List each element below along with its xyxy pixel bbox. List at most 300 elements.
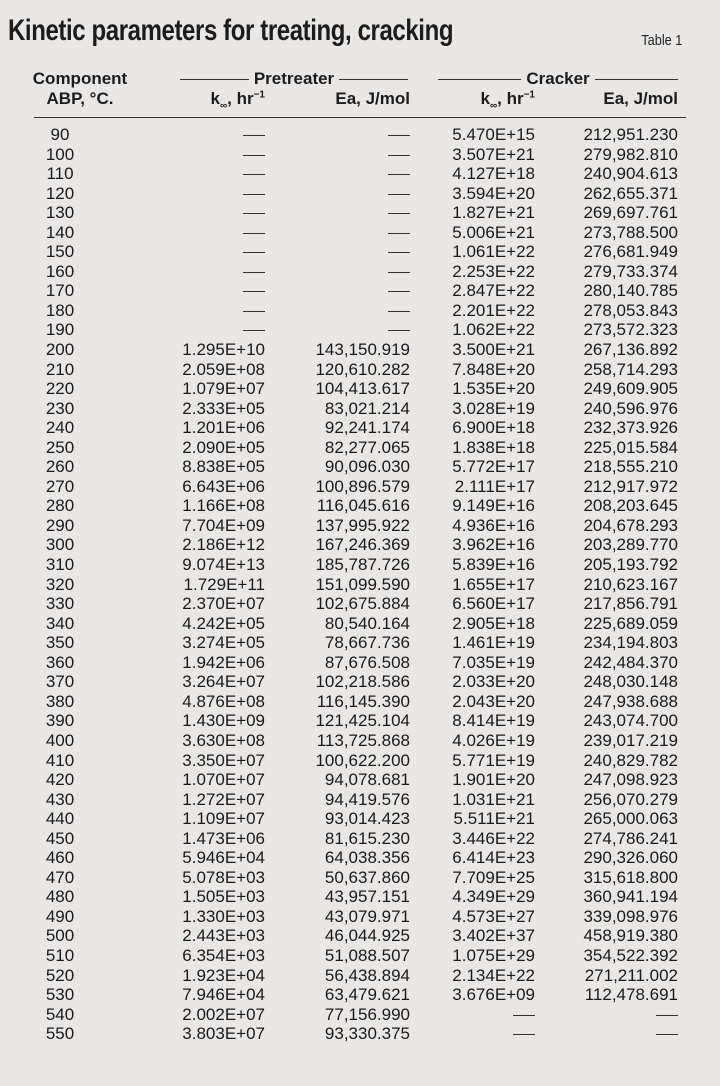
empty-dash: [243, 330, 265, 331]
abp-cell: 190: [45, 320, 75, 340]
abp-cell: 520: [45, 965, 75, 985]
cracker-ea-cell: 280,140.785: [583, 281, 678, 301]
abp-cell: 550: [45, 1024, 75, 1044]
cracker-k-cell: 1.655E+17: [452, 574, 535, 594]
cracker-ea-cell: 210,623.167: [583, 574, 678, 594]
pretreater-k-cell: [140, 281, 265, 301]
table-row: [0, 301, 720, 321]
empty-dash: [388, 311, 410, 312]
pretreater-k-cell: 9.074E+13: [182, 555, 265, 575]
table-row: [0, 477, 720, 497]
pretreater-ea-cell: 43,957.151: [324, 887, 410, 907]
table-row: [0, 770, 720, 790]
cracker-k-cell: 3.402E+37: [452, 926, 535, 946]
k-unit: , hr: [497, 89, 524, 108]
pretreater-ea-cell: [270, 281, 410, 301]
table-row: [0, 360, 720, 380]
cracker-ea-cell: 249,609.905: [583, 379, 678, 399]
cracker-k-cell: 3.594E+20: [452, 183, 535, 203]
cracker-ea-cell: 265,000.063: [583, 809, 678, 829]
pretreater-ea-cell: 116,145.390: [316, 691, 410, 711]
cracker-k-cell: 1.838E+18: [452, 437, 535, 457]
pretreater-k-cell: [140, 125, 265, 145]
abp-cell: 130: [45, 203, 75, 223]
abp-cell: 120: [45, 183, 75, 203]
empty-dash: [388, 291, 410, 292]
table-row: [0, 516, 720, 536]
cracker-k-cell: 2.111E+17: [454, 476, 535, 496]
cracker-ea-cell: 239,017.219: [583, 730, 678, 750]
pretreater-k-cell: 1.201E+06: [182, 418, 265, 438]
table-row: [0, 496, 720, 516]
table-row: [0, 985, 720, 1005]
table-row: [0, 203, 720, 223]
cracker-rule-left: [438, 79, 521, 80]
pretreater-group-header: [180, 69, 408, 89]
pretreater-k-cell: 2.059E+08: [182, 359, 265, 379]
cracker-k-cell: 1.061E+22: [452, 242, 535, 262]
cracker-ea-cell: [545, 1005, 678, 1025]
cracker-ea-cell: 218,555.210: [583, 457, 678, 477]
cracker-ea-cell: 232,373.926: [583, 418, 678, 438]
cracker-ea-cell: 279,982.810: [583, 144, 678, 164]
pretreater-k-cell: 1.070E+07: [182, 770, 265, 790]
cracker-k-cell: 1.075E+29: [452, 945, 535, 965]
pretreater-k-cell: 2.443E+03: [182, 926, 265, 946]
table-row: [0, 320, 720, 340]
abp-cell: 440: [45, 809, 75, 829]
pretreater-k-cell: [140, 203, 265, 223]
cracker-k-cell: 4.936E+16: [452, 515, 535, 535]
cracker-k-cell: [415, 1005, 535, 1025]
component-header-bottom: ABP, °C.: [46, 89, 114, 108]
cracker-ea-cell: 258,714.293: [583, 359, 678, 379]
cracker-ea-cell: 354,522.392: [583, 945, 678, 965]
pretreater-ea-cell: 80,540.164: [324, 613, 410, 633]
pretreater-k-cell: 2.002E+07: [182, 1004, 265, 1024]
pretreater-k-cell: 2.186E+12: [182, 535, 265, 555]
table-row: [0, 379, 720, 399]
pretreater-ea-cell: 81,615.230: [324, 828, 410, 848]
pretreater-k-cell: 1.505E+03: [182, 887, 265, 907]
cracker-k-cell: 2.847E+22: [452, 281, 535, 301]
cracker-ea-cell: 212,917.972: [583, 476, 678, 496]
pretreater-k-cell: 1.079E+07: [182, 379, 265, 399]
abp-cell: 240: [45, 418, 75, 438]
pretreater-k-cell: [140, 223, 265, 243]
cracker-ea-cell: 271,211.002: [584, 965, 678, 985]
cracker-k-cell: 2.033E+20: [452, 672, 535, 692]
pretreater-k-cell: [140, 184, 265, 204]
pretreater-k-cell: 7.704E+09: [182, 515, 265, 535]
cracker-k-cell: 4.349E+29: [452, 887, 535, 907]
table-body: [0, 125, 720, 1044]
empty-dash: [388, 155, 410, 156]
cracker-ea-cell: 242,484.370: [583, 652, 678, 672]
pretreater-ea-cell: [270, 262, 410, 282]
abp-cell: 200: [45, 340, 75, 360]
empty-dash: [243, 272, 265, 273]
k-unit: , hr: [227, 89, 254, 108]
abp-cell: 90: [50, 125, 70, 144]
pretreater-ea-cell: 94,419.576: [324, 789, 410, 809]
pretreater-ea-cell: 63,479.621: [324, 985, 410, 1005]
cracker-k-cell: 1.901E+20: [452, 770, 535, 790]
cracker-k-cell: 3.507E+21: [452, 144, 535, 164]
abp-cell: 140: [45, 222, 75, 242]
pretreater-k-cell: 1.166E+08: [182, 496, 265, 516]
cracker-k-cell: 8.414E+19: [452, 711, 535, 731]
cracker-ea-cell: 458,919.380: [583, 926, 678, 946]
abp-cell: 210: [45, 359, 75, 379]
empty-dash: [513, 1015, 535, 1016]
pretreater-ea-cell: [270, 203, 410, 223]
cracker-k-cell: 5.772E+17: [452, 457, 535, 477]
pretreater-ea-cell: 78,667.736: [324, 633, 410, 653]
pretreater-ea-cell: 93,330.375: [324, 1024, 410, 1044]
cracker-ea-cell: 247,098.923: [583, 770, 678, 790]
empty-dash: [243, 213, 265, 214]
pretreater-ea-cell: 151,099.590: [315, 574, 410, 594]
pretreater-ea-cell: 83,021.214: [324, 398, 410, 418]
cracker-k-cell: 7.035E+19: [452, 652, 535, 672]
pretreater-ea-cell: 50,637.860: [324, 867, 410, 887]
empty-dash: [388, 174, 410, 175]
abp-cell: 420: [45, 770, 75, 790]
pretreater-k-cell: [140, 320, 265, 340]
pretreater-ea-cell: 93,014.423: [324, 809, 410, 829]
cracker-k-cell: 5.839E+16: [452, 555, 535, 575]
cracker-k-cell: 7.709E+25: [452, 867, 535, 887]
abp-cell: 270: [45, 476, 75, 496]
cracker-group-header: [438, 69, 678, 89]
abp-cell: 450: [45, 828, 75, 848]
pretreater-ea-cell: 121,425.104: [315, 711, 410, 731]
cracker-ea-cell: 256,070.279: [583, 789, 678, 809]
empty-dash: [388, 233, 410, 234]
empty-dash: [243, 135, 265, 136]
pretreater-ea-cell: 46,044.925: [324, 926, 410, 946]
pretreater-ea-cell: 64,038.356: [324, 848, 410, 868]
cracker-k-cell: 4.026E+19: [452, 730, 535, 750]
pretreater-ea-cell: 51,088.507: [324, 945, 410, 965]
cracker-k-cell: 2.201E+22: [452, 300, 535, 320]
cracker-ea-cell: 205,193.792: [583, 555, 678, 575]
table-row: [0, 829, 720, 849]
pretreater-k-cell: [140, 301, 265, 321]
pretreater-ea-cell: 90,096.030: [324, 457, 410, 477]
cracker-ea-cell: 240,829.782: [583, 750, 678, 770]
cracker-ea-cell: 243,074.700: [583, 711, 678, 731]
abp-cell: 330: [45, 594, 75, 614]
cracker-k-cell: 2.134E+22: [452, 965, 535, 985]
pretreater-ea-cell: 167,246.369: [315, 535, 410, 555]
cracker-ea-cell: 248,030.148: [583, 672, 678, 692]
pretreater-k-cell: 2.333E+05: [182, 398, 265, 418]
abp-cell: 470: [45, 867, 75, 887]
pretreater-k-cell: 1.729E+11: [183, 574, 265, 594]
abp-cell: 160: [45, 261, 75, 281]
cracker-k-cell: 3.962E+16: [452, 535, 535, 555]
k-superscript: −1: [523, 89, 535, 101]
table-row: [0, 438, 720, 458]
table-row: [0, 731, 720, 751]
empty-dash: [388, 213, 410, 214]
pretreater-ea-cell: 120,610.282: [315, 359, 410, 379]
empty-dash: [388, 330, 410, 331]
cracker-ea-cell: 112,478.691: [584, 985, 678, 1005]
abp-cell: 430: [45, 789, 75, 809]
empty-dash: [243, 311, 265, 312]
pretreater-label: Pretreater: [253, 69, 335, 88]
cracker-k-cell: 3.446E+22: [452, 828, 535, 848]
table-row: [0, 966, 720, 986]
pretreater-ea-cell: [270, 184, 410, 204]
pretreater-ea-cell: 43,079.971: [324, 906, 410, 926]
cracker-ea-cell: 204,678.293: [583, 515, 678, 535]
cracker-ea-cell: 240,596.976: [583, 398, 678, 418]
pretreater-k-cell: 3.264E+07: [182, 672, 265, 692]
pretreater-k-cell: 1.430E+09: [182, 711, 265, 731]
cracker-ea-cell: 315,618.800: [583, 867, 678, 887]
table-row: [0, 926, 720, 946]
abp-cell: 310: [45, 555, 75, 575]
cracker-k-cell: 4.127E+18: [452, 164, 535, 184]
pretreater-k-cell: 3.274E+05: [182, 633, 265, 653]
pretreater-k-cell: [140, 262, 265, 282]
pretreater-k-cell: [140, 145, 265, 165]
pretreater-ea-cell: 113,725.868: [316, 730, 410, 750]
abp-cell: 300: [45, 535, 75, 555]
abp-cell: 460: [45, 848, 75, 868]
table-row: [0, 868, 720, 888]
k-symbol: k: [210, 89, 220, 108]
cracker-k-cell: 3.676E+09: [452, 985, 535, 1005]
empty-dash: [656, 1034, 678, 1035]
pretreater-ea-cell: 143,150.919: [315, 340, 410, 360]
table-row: [0, 125, 720, 145]
table-row: [0, 653, 720, 673]
pretreater-k-cell: 8.838E+05: [182, 457, 265, 477]
empty-dash: [388, 272, 410, 273]
pretreater-k-cell: 3.630E+08: [182, 730, 265, 750]
abp-cell: 230: [45, 398, 75, 418]
pretreater-ea-cell: 100,622.200: [315, 750, 410, 770]
pretreater-rule-right: [339, 79, 408, 80]
cracker-k-cell: 5.006E+21: [452, 222, 535, 242]
cracker-k-cell: 5.511E+21: [453, 809, 535, 829]
pretreater-k-cell: 1.923E+04: [182, 965, 265, 985]
table-row: [0, 281, 720, 301]
pretreater-ea-cell: 87,676.508: [324, 652, 410, 672]
table-row: [0, 633, 720, 653]
cracker-ea-cell: 267,136.892: [583, 340, 678, 360]
k-superscript: −1: [253, 89, 265, 101]
cracker-k-cell: 7.848E+20: [452, 359, 535, 379]
table-row: [0, 751, 720, 771]
abp-cell: 290: [45, 515, 75, 535]
cracker-ea-cell: 240,904.613: [583, 164, 678, 184]
abp-cell: 500: [45, 926, 75, 946]
table-row: [0, 887, 720, 907]
cracker-ea-cell: 225,015.584: [583, 437, 678, 457]
pretreater-ea-cell: 102,218.586: [315, 672, 410, 692]
pretreater-k-cell: 5.946E+04: [182, 848, 265, 868]
abp-cell: 510: [45, 945, 75, 965]
pretreater-ea-cell: [270, 125, 410, 145]
table-row: [0, 848, 720, 868]
header-divider: [34, 117, 686, 118]
pretreater-ea-cell: [270, 301, 410, 321]
cracker-ea-cell: 212,951.230: [583, 125, 678, 144]
pretreater-k-cell: 6.354E+03: [182, 945, 265, 965]
pretreater-k-cell: 1.942E+06: [182, 652, 265, 672]
pretreater-k-cell: 2.090E+05: [182, 437, 265, 457]
empty-dash: [388, 194, 410, 195]
table-row: [0, 555, 720, 575]
component-header-top: Component: [32, 69, 128, 88]
cracker-k-cell: 3.028E+19: [452, 398, 535, 418]
cracker-ea-cell: 339,098.976: [583, 906, 678, 926]
empty-dash: [243, 291, 265, 292]
table-row: [0, 145, 720, 165]
cracker-ea-cell: 278,053.843: [583, 300, 678, 320]
abp-cell: 320: [45, 574, 75, 594]
pretreater-ea-cell: 56,438.894: [324, 965, 410, 985]
table-row: [0, 164, 720, 184]
abp-cell: 540: [45, 1004, 75, 1024]
cracker-k-cell: 2.043E+20: [452, 691, 535, 711]
table-row: [0, 946, 720, 966]
pretreater-k-cell: 3.350E+07: [182, 750, 265, 770]
pretreater-k-cell: [140, 242, 265, 262]
cracker-ea-cell: 269,697.761: [583, 203, 678, 223]
pretreater-k-cell: 1.330E+03: [182, 906, 265, 926]
empty-dash: [656, 1015, 678, 1016]
pretreater-rule-left: [180, 79, 249, 80]
table-row: [0, 809, 720, 829]
table-row: [0, 907, 720, 927]
abp-cell: 380: [45, 691, 75, 711]
cracker-k-header: [415, 89, 535, 112]
cracker-k-cell: 2.253E+22: [452, 261, 535, 281]
table-row: [0, 790, 720, 810]
table-row: [0, 457, 720, 477]
cracker-k-cell: 5.771E+19: [452, 750, 535, 770]
cracker-k-cell: 3.500E+21: [452, 340, 535, 360]
pretreater-ea-cell: 94,078.681: [324, 770, 410, 790]
table-row: [0, 242, 720, 262]
cracker-rule-right: [595, 79, 678, 80]
empty-dash: [243, 174, 265, 175]
pretreater-k-header: [140, 89, 265, 112]
abp-cell: 280: [45, 496, 75, 516]
cracker-ea-header: Ea, J/mol: [603, 89, 678, 108]
abp-cell: 110: [46, 164, 74, 184]
pretreater-ea-cell: 116,045.616: [316, 496, 410, 516]
k-symbol: k: [480, 89, 490, 108]
cracker-k-cell: 6.414E+23: [452, 848, 535, 868]
cracker-k-cell: 1.461E+19: [452, 633, 535, 653]
table-row: [0, 711, 720, 731]
pretreater-k-cell: 1.473E+06: [182, 828, 265, 848]
empty-dash: [243, 194, 265, 195]
k-subscript: ∞: [220, 100, 228, 112]
empty-dash: [243, 233, 265, 234]
pretreater-ea-cell: [270, 145, 410, 165]
abp-cell: 340: [45, 613, 75, 633]
cracker-k-cell: 2.905E+18: [452, 613, 535, 633]
abp-cell: 360: [45, 652, 75, 672]
table-number-label: Table 1: [640, 32, 682, 49]
cracker-k-cell: 6.560E+17: [452, 594, 535, 614]
table-row: [0, 399, 720, 419]
table-row: [0, 672, 720, 692]
abp-cell: 150: [45, 242, 75, 262]
cracker-k-cell: 1.062E+22: [452, 320, 535, 340]
cracker-k-cell: 1.031E+21: [452, 789, 535, 809]
cracker-ea-cell: 273,788.500: [583, 222, 678, 242]
empty-dash: [243, 252, 265, 253]
pretreater-k-cell: [140, 164, 265, 184]
pretreater-ea-cell: 77,156.990: [324, 1004, 410, 1024]
pretreater-ea-cell: 82,277.065: [324, 437, 410, 457]
empty-dash: [243, 155, 265, 156]
table-row: [0, 418, 720, 438]
abp-cell: 530: [45, 985, 75, 1005]
cracker-k-cell: 5.470E+15: [452, 125, 535, 144]
table-row: [0, 262, 720, 282]
pretreater-ea-cell: 100,896.579: [315, 476, 410, 496]
abp-cell: 350: [45, 633, 75, 653]
k-subscript: ∞: [490, 100, 498, 112]
abp-cell: 370: [45, 672, 75, 692]
pretreater-k-cell: 4.876E+08: [182, 691, 265, 711]
pretreater-k-cell: 1.295E+10: [182, 340, 265, 360]
cracker-k-cell: 9.149E+16: [452, 496, 535, 516]
empty-dash: [388, 135, 410, 136]
pretreater-ea-cell: [270, 164, 410, 184]
pretreater-k-cell: 1.109E+07: [182, 809, 265, 829]
cracker-ea-cell: 234,194.803: [583, 633, 678, 653]
abp-cell: 250: [45, 437, 75, 457]
pretreater-k-cell: 1.272E+07: [182, 789, 265, 809]
table-row: [0, 692, 720, 712]
table-title: Kinetic parameters for treating, cracking: [8, 14, 454, 47]
cracker-ea-cell: 290,326.060: [583, 848, 678, 868]
abp-cell: 170: [45, 281, 75, 301]
cracker-k-cell: 1.535E+20: [452, 379, 535, 399]
cracker-ea-cell: 225,689.059: [583, 613, 678, 633]
table-row: [0, 535, 720, 555]
pretreater-k-cell: 3.803E+07: [182, 1024, 265, 1044]
pretreater-ea-cell: 137,995.922: [315, 515, 410, 535]
pretreater-ea-cell: [270, 242, 410, 262]
empty-dash: [388, 252, 410, 253]
cracker-label: Cracker: [526, 69, 590, 88]
pretreater-k-cell: 2.370E+07: [182, 594, 265, 614]
abp-cell: 180: [45, 300, 75, 320]
pretreater-ea-cell: 104,413.617: [315, 379, 410, 399]
cracker-k-cell: 6.900E+18: [452, 418, 535, 438]
cracker-k-cell: [415, 1024, 535, 1044]
cracker-k-cell: 4.573E+27: [452, 906, 535, 926]
abp-cell: 490: [45, 906, 75, 926]
abp-cell: 410: [45, 750, 75, 770]
pretreater-k-cell: 6.643E+06: [182, 476, 265, 496]
pretreater-ea-cell: 92,241.174: [324, 418, 410, 438]
empty-dash: [513, 1034, 535, 1035]
